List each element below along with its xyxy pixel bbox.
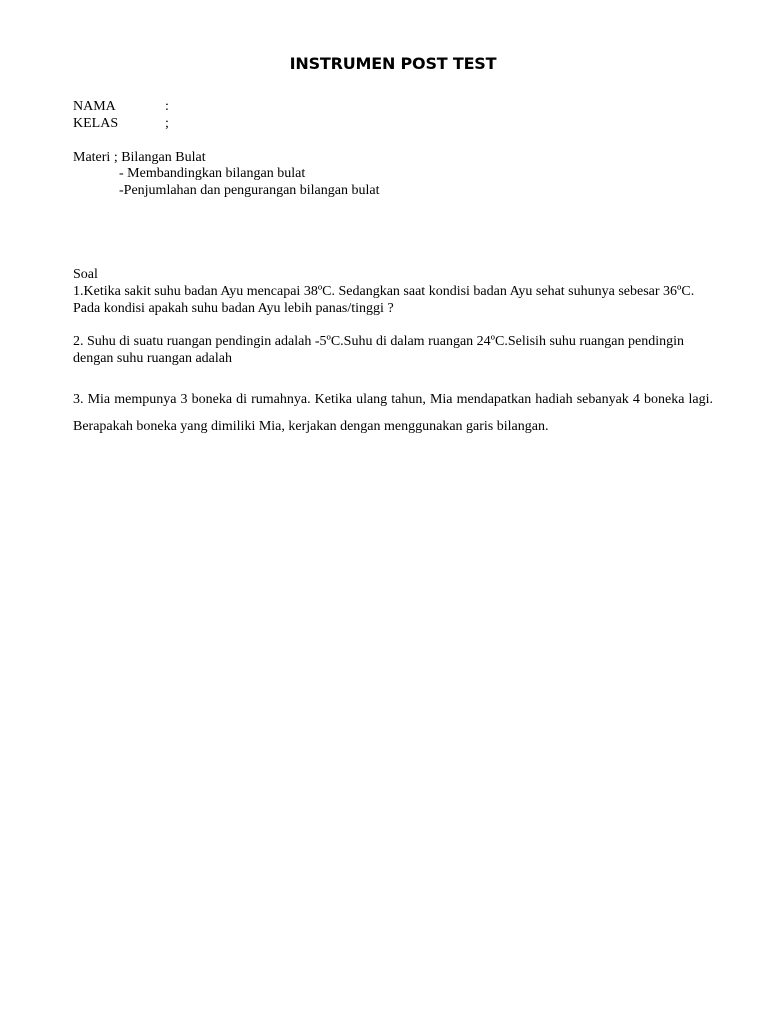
- question-2: 2. Suhu di suatu ruangan pendingin adalah -5ºC.Suhu di dalam ruangan 24ºC.Selisih suhu ruangan pendingin dengan suhu ruangan adalah: [73, 334, 684, 366]
- materi-item: - Membandingkan bilangan bulat: [119, 166, 306, 181]
- field-kelas: [73, 115, 169, 132]
- materi-heading: Materi ; Bilangan Bulat: [73, 150, 206, 165]
- field-nama: [73, 98, 169, 115]
- document-title: INSTRUMEN POST TEST: [289, 54, 497, 73]
- field-kelas-separator: ;: [165, 116, 169, 131]
- soal-heading: Soal: [73, 267, 98, 282]
- question-3: 3. Mia mempunya 3 boneka di rumahnya. Ketika ulang tahun, Mia mendapatkan hadiah sebanyak 4 boneka lagi. Berapakah boneka yang dimiliki Mia, kerjakan dengan menggunakan garis bilangan.: [73, 392, 713, 434]
- materi-item: -Penjumlahan dan pengurangan bilangan bulat: [119, 183, 380, 198]
- field-nama-label: NAMA: [73, 99, 116, 114]
- question-1: 1.Ketika sakit suhu badan Ayu mencapai 38ºC. Sedangkan saat kondisi badan Ayu sehat suhunya sebesar 36ºC. Pada kondisi apakah suhu badan Ayu lebih panas/tinggi ?: [73, 284, 695, 316]
- field-nama-separator: :: [165, 99, 169, 114]
- field-kelas-label: KELAS: [73, 116, 119, 131]
